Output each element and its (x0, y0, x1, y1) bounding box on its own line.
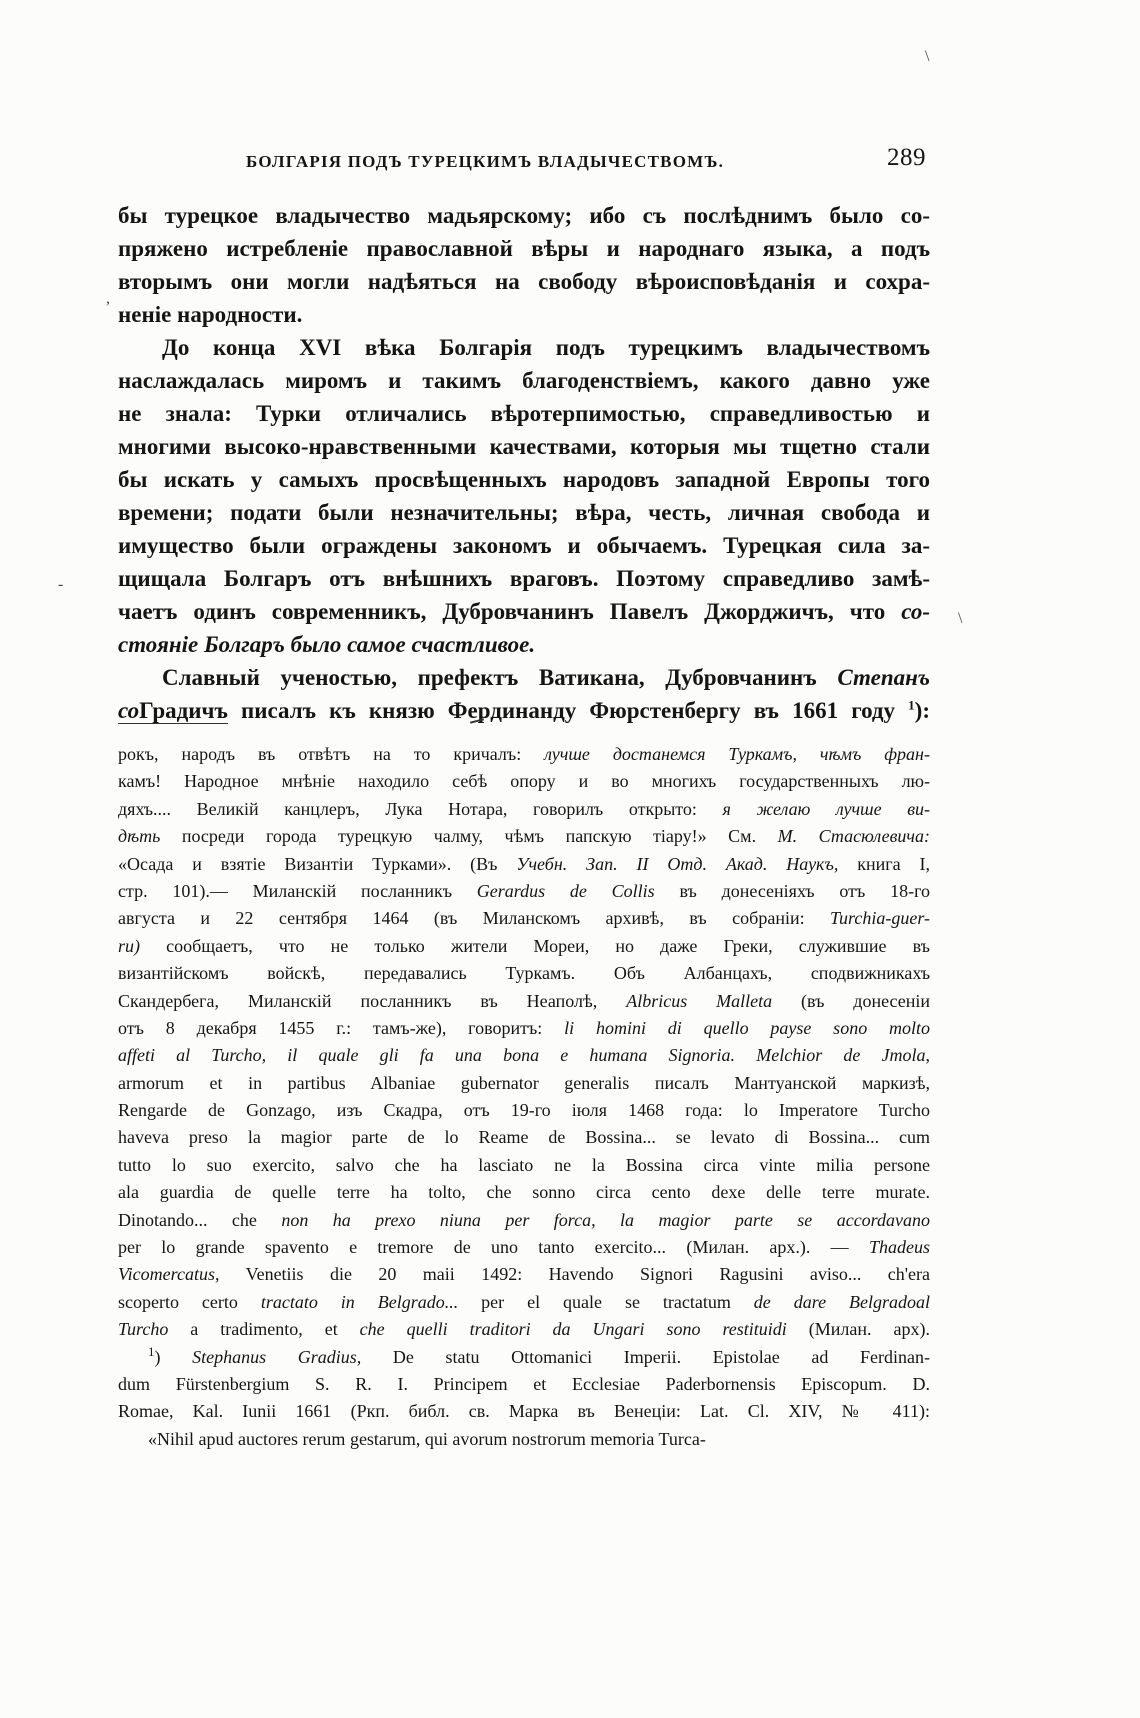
note-line: стр. 101).— Миланскій посланникъ Gerardus de Collis въ донесеніяхъ отъ 18-го (118, 880, 930, 901)
text-line: пряжено истребленіе православной вѣры и народнаго языка, а подъ (118, 236, 930, 261)
text-line: имущество были ограждены закономъ и обычаемъ. Турецкая сила за- (118, 533, 930, 558)
note-line: Rengarde de Gonzago, изъ Скадра, отъ 19-го іюля 1468 года: lo Imperatore Turcho (118, 1100, 930, 1121)
note-line: per lo grande spavento e tremore de uno tanto exercito... (Милан. арх.). — Thadeus (118, 1237, 930, 1258)
text-run: чаетъ одинъ современникъ, Дубровчанинъ Павелъ Джорджичъ, что (118, 599, 886, 624)
text-line: До конца XVI вѣка Болгарія подъ турецкимъ владычествомъ (162, 335, 930, 360)
margin-mark: \ (925, 48, 930, 65)
note-line: scoperto certo tractato in Belgrado... per el quale se tractatum de dare Belgradoal (118, 1291, 930, 1312)
text-line (118, 595, 930, 628)
note-line: Vicomercatus, Venetiis die 20 maii 1492: Havendo Signori Ragusini aviso... ch'era (118, 1264, 930, 1285)
text-line (118, 628, 930, 661)
text-line: бы искать у самыхъ просвѣщенныхъ народовъ западной Европы того (118, 467, 930, 492)
text-line: наслаждалась миромъ и такимъ благоденствіемъ, какого давно уже (118, 368, 930, 393)
note-line: рокъ, народъ въ отвѣтъ на то кричалъ: лучше достанемся Туркамъ, чѣмъ фран- (118, 744, 930, 764)
note-line: августа и 22 сентября 1464 (въ Миланскомъ архивѣ, въ собраніи: Turchia-guer- (118, 908, 930, 929)
note-line: Turcho a tradimento, et che quelli traditori da Ungari sono restituidi (Милан. арх). (118, 1319, 930, 1340)
note-line: haveva preso la magior parte de lo Reame de Bossina... se levato di Bossina... cum (118, 1127, 930, 1148)
running-title: БОЛГАРІЯ ПОДЪ ТУРЕЦКИМЪ ВЛАДЫЧЕСТВОМЪ. (246, 152, 725, 171)
note-line: ru) сообщаетъ, что не только жители Мореи, но даже Греки, служившие въ (118, 935, 930, 956)
italic-run: со (118, 698, 140, 723)
footnotes (118, 741, 930, 1453)
note-line: «Nihil apud auctores rerum gestarum, qui avorum nostrorum memoria Turca- (148, 1428, 706, 1449)
note-line: affeti al Turcho, il quale gli fa una bona e humana Signoria. Melchior de Jmola, (118, 1045, 930, 1066)
margin-mark: - (58, 576, 64, 593)
footnote-1: $^1$) Stephanus Gradius, De statu Ottomanici Imperii. Epistolae ad Ferdinan- (148, 1343, 930, 1367)
text-line: многими высоко-нравственными качествами, которыя мы тщетно стали (118, 434, 930, 459)
main-text (118, 199, 930, 727)
italic-run: со- (901, 599, 930, 624)
note-line: armorum et in partibus Albaniae gubernator generalis писалъ Мантуанской маркизѣ, (118, 1072, 930, 1093)
footnote-reference: $^1$): (908, 697, 930, 723)
page-header (118, 146, 930, 180)
note-line: Romae, Kal. Iunii 1661 (Ркп. библ. св. Марка въ Венеціи: Lat. Cl. XIV, № 411): (118, 1401, 930, 1422)
margin-mark: , (106, 290, 110, 307)
note-line: камъ! Народное мнѣніе находило себѣ опору и во многихъ государственныхъ лю- (118, 771, 930, 792)
text-line: не знала: Турки отличались вѣротерпимостью, справедливостью и (118, 401, 930, 426)
text-line (118, 661, 930, 694)
note-line: дяхъ.... Великій канцлеръ, Лука Нотара, говорилъ открыто: я желаю лучше ви- (118, 798, 930, 819)
page-number: 289 (887, 144, 926, 171)
footnote-separator (118, 723, 228, 724)
note-line: отъ 8 декабря 1455 г.: тамъ-же), говоритъ: li homini di quello payse sono molto (118, 1017, 930, 1038)
note-line: Dinotando... che non ha prexo niuna per forca, la magior parte se accordavano (118, 1209, 930, 1230)
note-line: ala guardia de quelle terre ha tolto, che sonno circa cento dexe delle terre murate. (118, 1182, 930, 1203)
italic-run: Степанъ (837, 665, 930, 690)
note-line: tutto lo suo exercito, salvo che ha lasciato ne la Bossina circa vinte milia persone (118, 1154, 930, 1175)
text-line (118, 694, 930, 727)
italic-run: стояніе Болгаръ было самое счастливое. (118, 632, 536, 657)
text-line: вторымъ они могли надѣяться на свободу вѣроисповѣданія и сохра- (118, 269, 930, 294)
note-line: dum Fürstenbergium S. R. I. Principem et Ecclesiae Paderbornensis Episcopum. D. (118, 1373, 930, 1394)
note-line: дѣть посреди города турецкую чалму, чѣмъ папскую тіару!» См. М. Стасюлевича: (118, 826, 930, 847)
text-run: Градичъ писалъ къ князю Фердинанду Фюрстенбергу въ 1661 году (139, 698, 896, 723)
text-line: щищала Болгаръ отъ внѣшнихъ враговъ. Поэтому справедливо замѣ- (118, 566, 930, 591)
margin-mark: \ (958, 610, 963, 627)
text-line: неніе народности. (118, 302, 303, 327)
text-line: времени; подати были незначительны; вѣра, честь, личная свобода и (118, 500, 930, 525)
text-run: Славный ученостью, префектъ Ватикана, Дубровчанинъ (162, 665, 817, 690)
note-line: «Осада и взятіе Византіи Турками». (Въ Учебн. Зап. II Отд. Акад. Наукъ, книга I, (118, 853, 930, 874)
text-line: бы турецкое владычество мадьярскому; ибо съ послѣднимъ было со- (118, 203, 930, 228)
note-line: Скандербега, Миланскій посланникъ въ Неаполѣ, Albricus Malleta (въ донесеніи (118, 990, 930, 1011)
note-line: византійскомъ войскѣ, передавались Туркамъ. Объ Албанцахъ, сподвижникахъ (118, 963, 930, 984)
